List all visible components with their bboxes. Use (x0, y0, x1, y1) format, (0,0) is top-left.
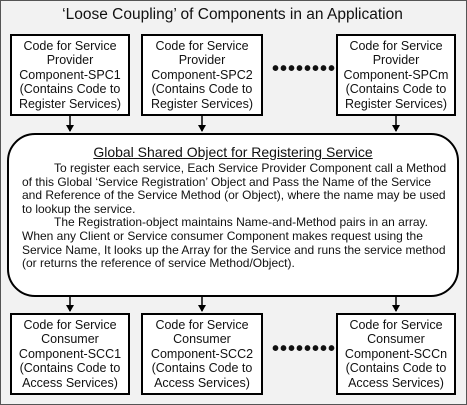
provider-line: Register Services) (150, 96, 254, 111)
consumer-line: Access Services) (22, 375, 118, 390)
provider-line: Provider (372, 53, 420, 68)
consumer-line: Consumer (173, 332, 231, 347)
consumer-line: Access Services) (154, 375, 250, 390)
provider-line: (Contains Code to (19, 82, 121, 97)
provider-line: Register Services) (344, 96, 448, 111)
consumer-line: (Contains Code to (151, 361, 253, 376)
provider-line: Code for Service (155, 38, 249, 53)
provider-line: Component-SPC1 (19, 67, 121, 82)
consumer-ellipsis: •••••••• (272, 338, 337, 360)
hub-paragraph-1: To register each service, Each Service Provider Component call a Method of this Global ‘Service Registration’ Object and Pass the Name of the Service and Reference of the Service Method (or Object), where the name may be used to lookup the service. (22, 161, 447, 216)
consumer-line: Component-SCC1 (18, 346, 122, 361)
provider-line: Component-SPCm (343, 67, 449, 82)
provider-line: Provider (178, 53, 226, 68)
consumer-line: Consumer (41, 332, 99, 347)
consumer-line: Access Services) (348, 375, 444, 390)
consumer-line: Code for Service (23, 317, 117, 332)
diagram-title: ‘Loose Coupling’ of Components in an Application (62, 6, 403, 23)
hub-paragraph-2: The Registration-object maintains Name-and-Method pairs in an array. When any Client or Service consumer Component makes request using the Service Name, It looks up the Array for the Service and runs the service method (or returns the reference of service Method/Object). (22, 215, 446, 271)
hub-title: Global Shared Object for Registering Service (93, 144, 373, 160)
provider-line: Code for Service (23, 38, 117, 53)
consumer-line: Code for Service (155, 317, 249, 332)
consumer-line: (Contains Code to (19, 361, 121, 376)
provider-line: Provider (46, 53, 94, 68)
provider-line: Register Services) (18, 96, 122, 111)
provider-line: Component-SPC2 (151, 67, 253, 82)
consumer-line: Code for Service (349, 317, 443, 332)
consumer-line: Component-SCC2 (150, 346, 254, 361)
consumer-line: (Contains Code to (345, 361, 447, 376)
consumer-line: Component-SCCn (344, 346, 448, 361)
provider-ellipsis: •••••••• (272, 58, 337, 80)
provider-line: (Contains Code to (151, 82, 253, 97)
consumer-line: Consumer (367, 332, 425, 347)
provider-line: (Contains Code to (345, 82, 447, 97)
provider-line: Code for Service (349, 38, 443, 53)
